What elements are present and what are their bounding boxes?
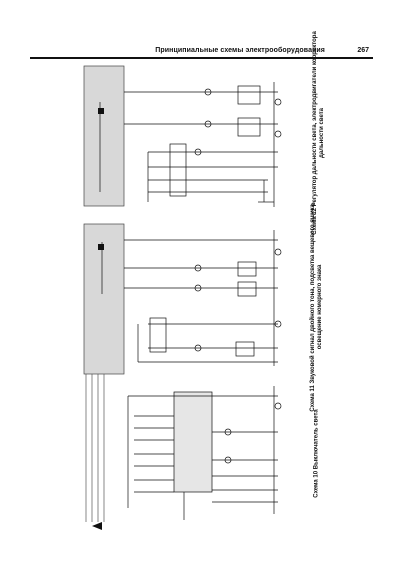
diagram12-wiring: [100, 82, 281, 207]
diagram11-horn-2: [238, 282, 256, 296]
diagram11-horn-1: [238, 262, 256, 276]
diagram11-lamp: [236, 342, 254, 356]
page-number: 267: [357, 47, 369, 54]
scheme11-caption: Схема 11 Звуковой сигнал двойного тона, подсветка вещевого ящика, освещение номерного знака: [310, 202, 323, 412]
page-header-title: Принципиальные схемы электрооборудования: [155, 47, 325, 54]
diagram12-fuse-strip: [84, 66, 124, 206]
diagram12-ground-marker: [98, 108, 104, 114]
wiring-diagram-drawing: [78, 62, 378, 554]
diagram12-motor-1: [238, 86, 260, 104]
scheme10-caption: Схема 10 Выключатель света: [313, 409, 320, 498]
wiring-diagrams-area: [78, 62, 378, 554]
diagram10-wiring: [128, 386, 281, 520]
diagram12-motor-2: [238, 118, 260, 136]
diagram11-relay-box: [150, 318, 166, 352]
diagram10-arrow-marker: [92, 522, 102, 530]
diagram11-ground-marker: [98, 244, 104, 250]
diagram11-wiring: [102, 230, 281, 366]
diagram10-switch-block: [174, 392, 212, 492]
scheme12-caption: Схема 12 Регулятор дальности света, электродвигатели корректора дальности света: [312, 31, 325, 235]
